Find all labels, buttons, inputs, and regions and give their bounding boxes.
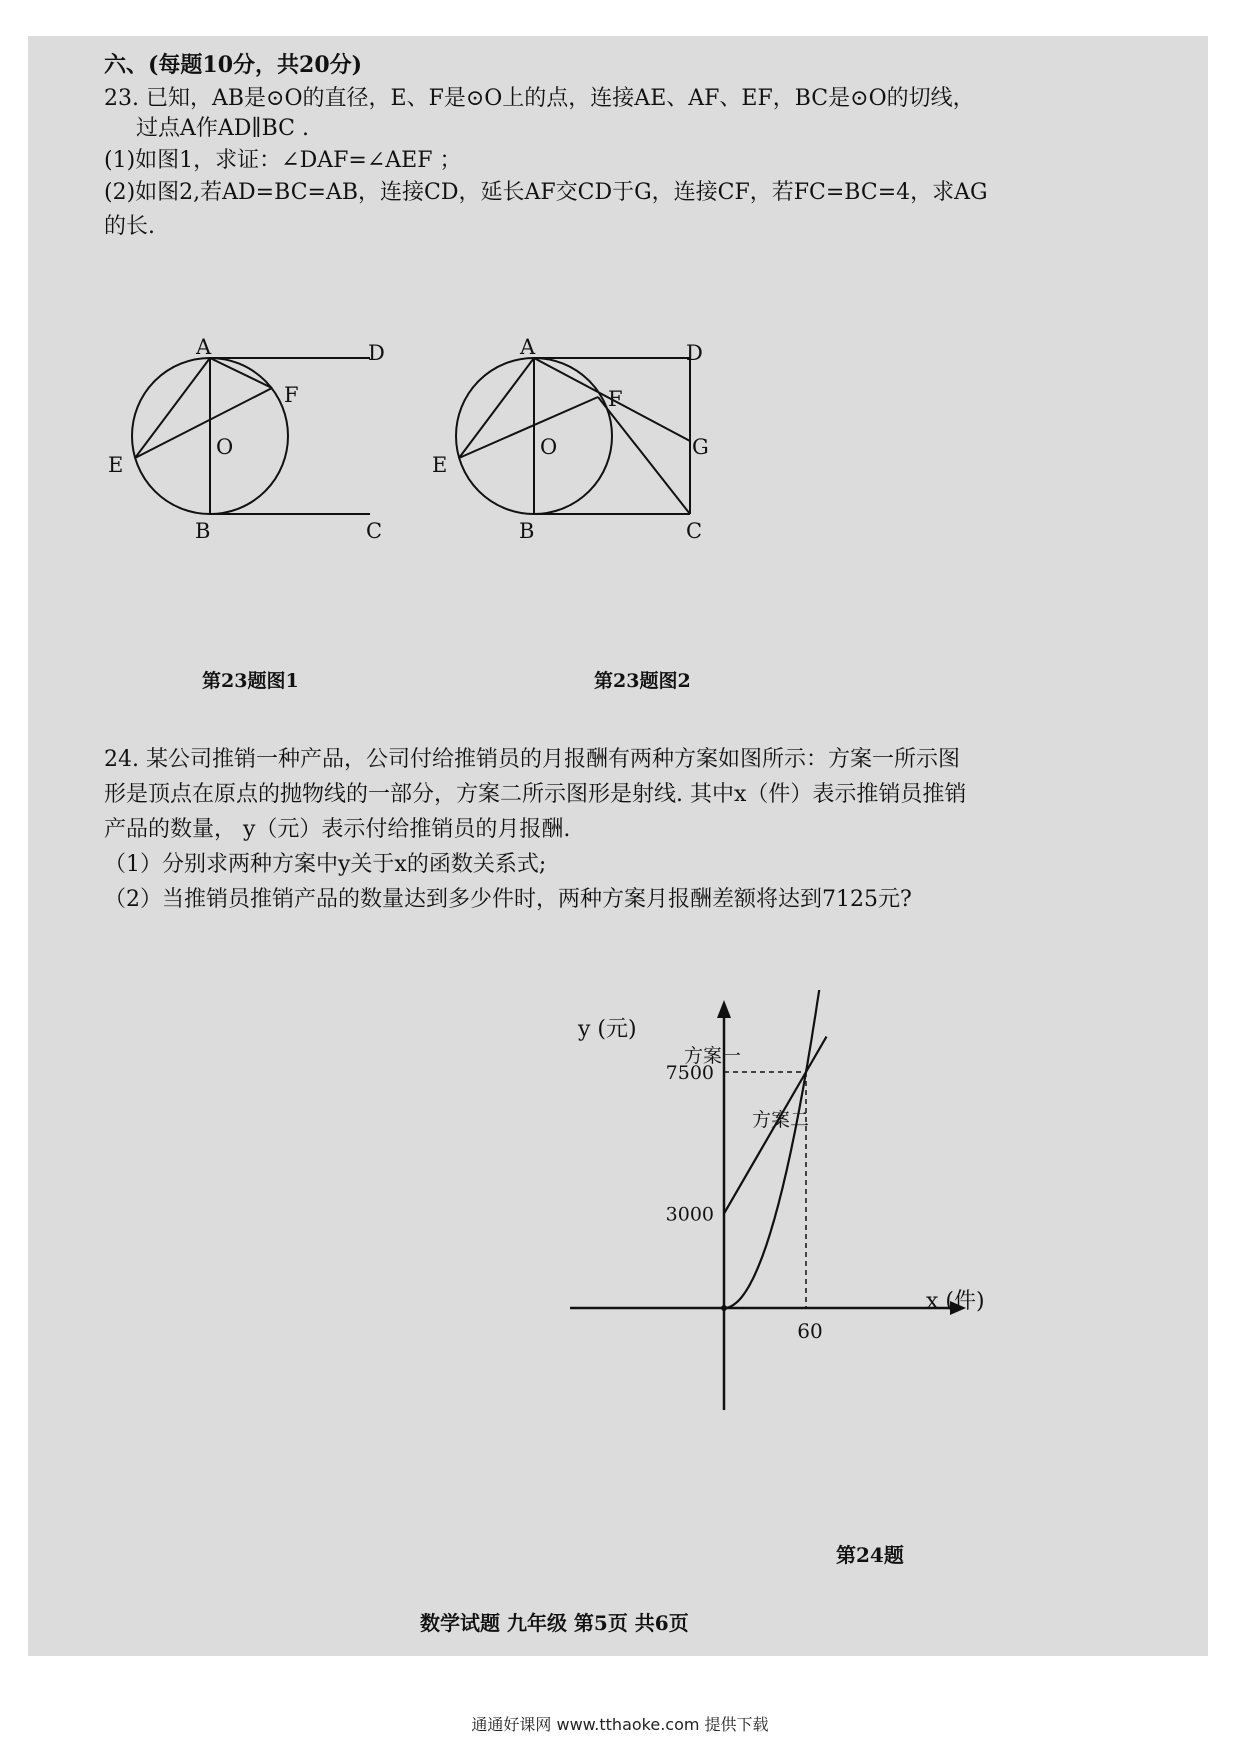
q23-part2: (2)如图2,若AD=BC=AB，连接CD，延长AF交CD于G，连接CF，若FC=BC=4，求AG <box>104 180 988 205</box>
chart-series <box>721 990 827 1311</box>
label-f: F <box>284 383 299 407</box>
x-tick-60: 60 <box>797 1319 823 1343</box>
y-tick-7500: 7500 <box>665 1062 714 1084</box>
q24-part1: （1）分别求两种方案中y关于x的函数关系式; <box>104 852 547 877</box>
label-o: O <box>540 435 558 459</box>
segment-af <box>210 358 272 388</box>
y-axis-label: y (元) <box>578 1017 637 1042</box>
page-footer: 数学试题 九年级 第5页 共6页 <box>420 1611 689 1635</box>
segment-ef <box>459 397 598 458</box>
segment-ef <box>135 388 272 458</box>
label-a: A <box>520 335 536 359</box>
label-a: A <box>196 335 212 359</box>
q23-figure2 <box>424 330 744 560</box>
chart-labels <box>577 1017 985 1343</box>
label-c: C <box>366 519 383 543</box>
q24-line3: 产品的数量， y（元）表示付给推销员的月报酬. <box>104 817 571 842</box>
chart-axes <box>570 1000 966 1410</box>
section-header: 六、(每题10分，共20分) <box>104 52 363 78</box>
label-e: E <box>108 453 124 477</box>
y-axis-arrow <box>717 1000 731 1018</box>
q23-part1: (1)如图1，求证：∠DAF=∠AEF ； <box>104 148 462 173</box>
segment-ae <box>135 358 210 458</box>
label-c: C <box>686 519 703 543</box>
label-f: F <box>608 387 623 411</box>
q24-line1: 24. 某公司推销一种产品，公司付给推销员的月报酬有两种方案如图所示：方案一所示图 <box>104 747 960 772</box>
q24-line2: 形是顶点在原点的抛物线的一部分，方案二所示图形是射线. 其中x（件）表示推销员推销 <box>104 782 967 807</box>
label-d: D <box>686 341 703 365</box>
origin-point <box>721 1305 727 1311</box>
segment-ae <box>459 358 534 458</box>
q24-chart <box>570 990 1090 1570</box>
label-g: G <box>692 435 709 459</box>
q24-part2: （2）当推销员推销产品的数量达到多少件时，两种方案月报酬差额将达到7125元? <box>104 887 912 912</box>
q23-line1: 23. 已知，AB是⊙O的直径，E、F是⊙O上的点，连接AE、AF、EF，BC是⊙O的切线， <box>104 86 975 111</box>
label-d: D <box>368 341 385 365</box>
site-footer: 通通好课网 www.tthaoke.com 提供下载 <box>471 1715 769 1734</box>
label-e: E <box>432 453 448 477</box>
label-b: B <box>195 519 211 543</box>
q24-caption: 第24题 <box>836 1543 904 1567</box>
fig2-caption: 第23题图2 <box>594 670 691 692</box>
y-tick-3000: 3000 <box>665 1203 714 1226</box>
label-b: B <box>519 519 535 543</box>
q23-line2: 过点A作AD∥BC . <box>136 116 309 141</box>
legend-plan-one: 方案一 <box>684 1045 742 1067</box>
q23-figure1 <box>100 330 420 560</box>
segment-fc <box>598 397 690 514</box>
q23-part2-end: 的长. <box>104 214 155 239</box>
legend-plan-two: 方案二 <box>752 1109 810 1131</box>
fig1-caption: 第23题图1 <box>202 670 299 692</box>
label-o: O <box>216 435 234 459</box>
x-axis-label: x (件) <box>926 1289 985 1314</box>
